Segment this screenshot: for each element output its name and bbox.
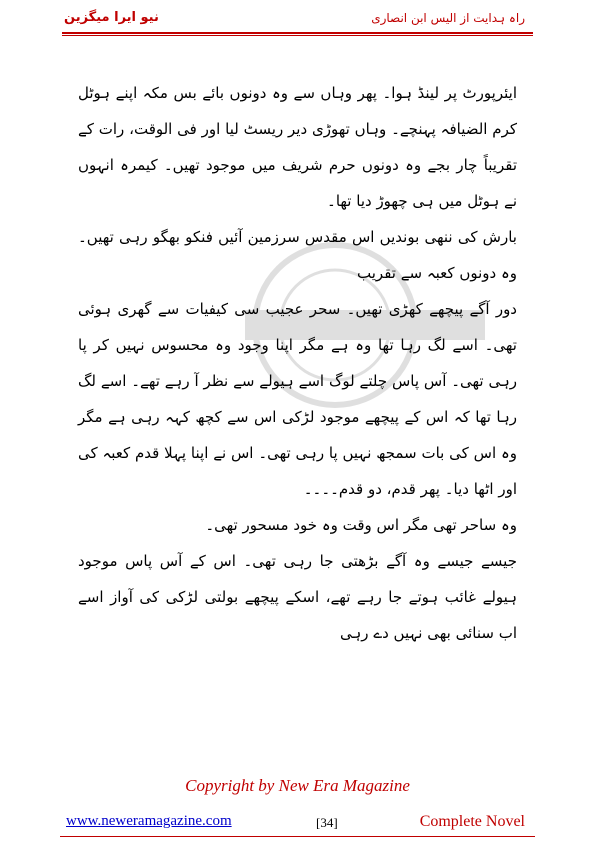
page-number: [34]	[316, 815, 338, 830]
novel-title: راہ ہدایت از الیس ابن انصاری	[371, 11, 525, 25]
paragraph: وہ ساحر تھی مگر اس وقت وہ خود مسحور تھی۔	[205, 516, 517, 534]
website-link[interactable]: www.neweramagazine.com	[66, 813, 232, 829]
paragraph: دور آگے پیچھے کھڑی تھیں۔ سحر عجیب سی کیفیات سے گھری ہوئی تھی۔ اسے لگ رہا تھا وہ ہے مگر اپنا وجود وہ محسوس نہیں کر پا رہی تھی۔ آس پاس چلتے لوگ اسے ہیولے سے نظر آ رہے تھے۔ اسے لگ رہا تھا کہ اس کے پیچھے موجود لڑکی اس سے کچھ کہہ رہی ہے مگر وہ اس کی بات سمجھ نہیں پا رہی تھی۔ اس نے اپنا پہلا قدم کعبہ کی اور اٹھا دیا۔ پھر قدم، دو قدم۔۔۔۔	[78, 300, 517, 498]
article-body	[78, 75, 517, 651]
header-divider-thin	[62, 35, 533, 36]
header-divider	[62, 32, 533, 34]
page-footer	[60, 813, 535, 835]
novel-type-label: Complete Novel	[419, 813, 525, 830]
paragraph: ایئرپورٹ پر لینڈ ہوا۔ پھر وہاں سے وہ دونوں بائے بس مکہ اپنے ہوٹل کرم الضیافہ پہنچے۔ وہاں تھوڑی دیر ریسٹ لیا اور فی الوقت، رات کے تقریباً چار بجے وہ دونوں حرم شریف میں موجود تھیں۔ کیمرہ انہوں نے ہوٹل میں ہی چھوڑ دیا تھا۔	[78, 84, 517, 210]
copyright-notice: Copyright by New Era Magazine	[185, 776, 410, 795]
footer-divider	[60, 836, 535, 837]
paragraph: جیسے جیسے وہ آگے بڑھتی جا رہی تھی۔ اس کے آس پاس موجود ہیولے غائب ہوتے جا رہے تھے، اسکے پیچھے بولتی لڑکی کی آواز اسے اب سنائی بھی نہیں دے رہی	[78, 552, 517, 642]
paragraph: بارش کی ننھی بوندیں اس مقدس سرزمین آئیں فنکو بھگو رہی تھیں۔ وہ دونوں کعبہ سے تقریب	[78, 228, 517, 282]
page-header	[0, 0, 595, 40]
magazine-name: نیو ایرا میگزین	[64, 10, 159, 25]
